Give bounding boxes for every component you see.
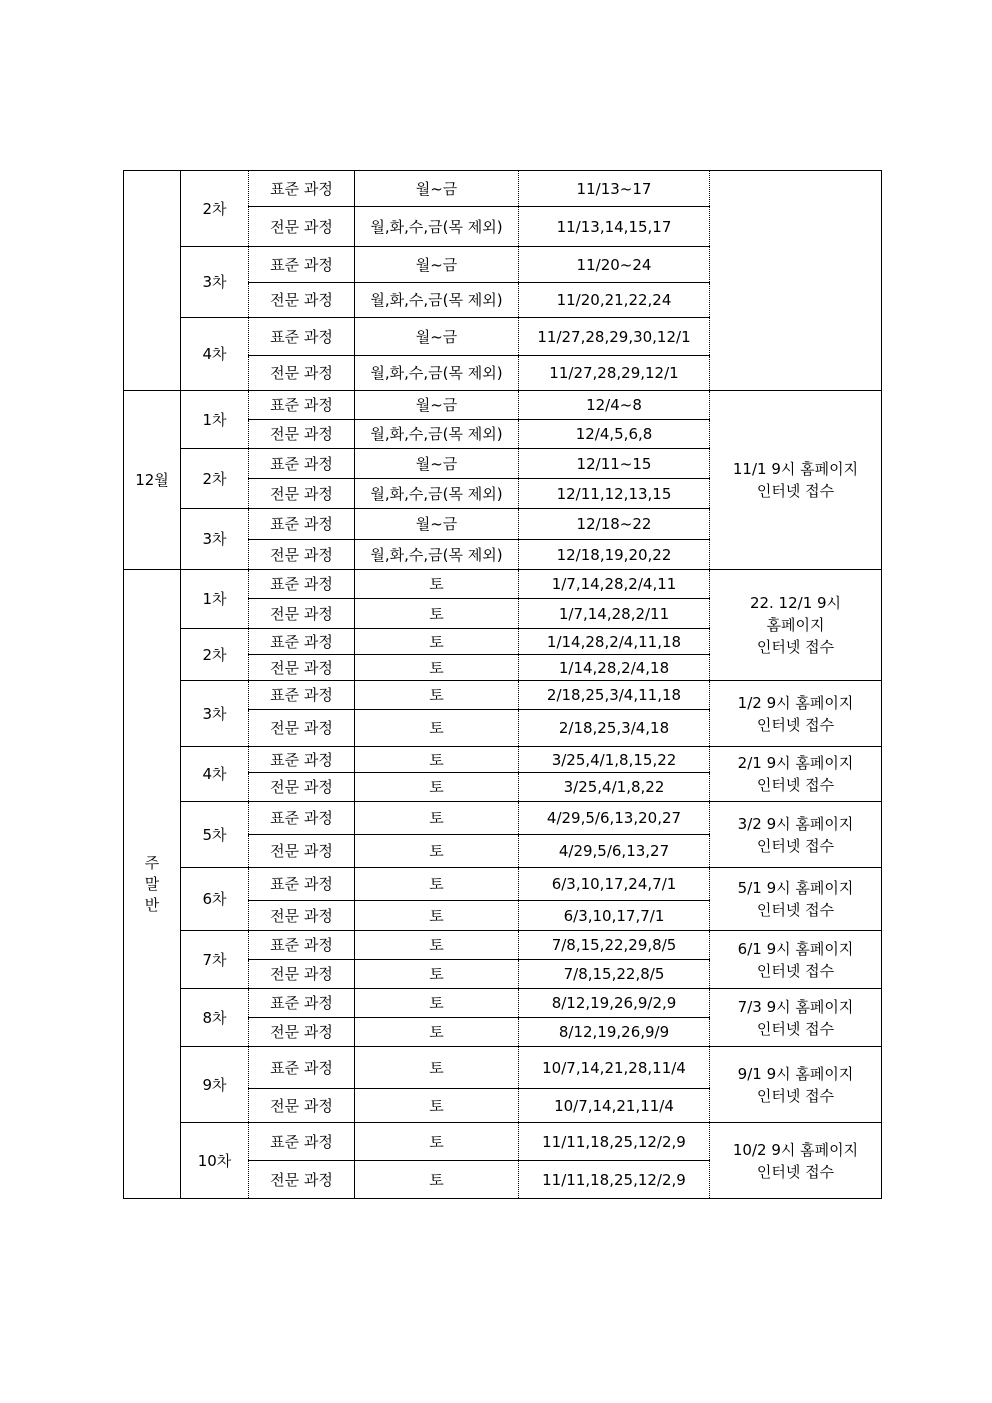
registration-note-line: 인터넷 접수 bbox=[756, 961, 835, 980]
class-days: 토 bbox=[355, 681, 519, 710]
registration-note-line: 인터넷 접수 bbox=[756, 776, 835, 794]
table-row bbox=[124, 868, 882, 901]
table-row bbox=[124, 802, 882, 835]
class-dates: 12/4~8 bbox=[519, 391, 710, 420]
registration-note-line: 5/1 9시 홈페이지 bbox=[737, 879, 854, 897]
class-days: 월,화,수,금(목 제외) bbox=[355, 283, 519, 318]
class-days: 월~금 bbox=[355, 391, 519, 420]
class-dates: 6/3,10,17,24,7/1 bbox=[519, 868, 710, 901]
course-type: 표준 과정 bbox=[249, 318, 355, 356]
registration-note-line: 6/1 9시 홈페이지 bbox=[737, 939, 854, 958]
class-dates: 7/8,15,22,29,8/5 bbox=[519, 931, 710, 960]
class-dates: 4/29,5/6,13,27 bbox=[519, 835, 710, 868]
class-days: 토 bbox=[355, 1123, 519, 1161]
course-type: 표준 과정 bbox=[249, 747, 355, 773]
registration-note bbox=[710, 570, 882, 681]
class-days: 토 bbox=[355, 1089, 519, 1123]
schedule-table bbox=[123, 170, 882, 1199]
class-days: 토 bbox=[355, 1047, 519, 1089]
registration-note-line: 11/1 9시 홈페이지 bbox=[732, 460, 859, 478]
class-days: 월,화,수,금(목 제외) bbox=[355, 540, 519, 570]
class-dates: 12/11~15 bbox=[519, 449, 710, 479]
class-days: 토 bbox=[355, 655, 519, 681]
class-dates: 11/20~24 bbox=[519, 247, 710, 283]
registration-note-line: 인터넷 접수 bbox=[756, 482, 835, 500]
class-dates: 1/14,28,2/4,18 bbox=[519, 655, 710, 681]
class-dates: 11/20,21,22,24 bbox=[519, 283, 710, 318]
course-type: 표준 과정 bbox=[249, 570, 355, 599]
class-days: 월,화,수,금(목 제외) bbox=[355, 479, 519, 509]
class-dates: 2/18,25,3/4,18 bbox=[519, 710, 710, 747]
table-row bbox=[124, 1123, 882, 1161]
registration-note bbox=[710, 989, 882, 1047]
course-type: 표준 과정 bbox=[249, 1123, 355, 1161]
registration-note-line: 인터넷 접수 bbox=[756, 715, 835, 734]
table-row bbox=[124, 931, 882, 960]
registration-note-line: 인터넷 접수 bbox=[756, 901, 835, 919]
course-type: 전문 과정 bbox=[249, 540, 355, 570]
schedule-body bbox=[124, 171, 882, 1199]
round-label: 9차 bbox=[181, 1047, 249, 1123]
class-days: 토 bbox=[355, 960, 519, 989]
class-days: 월~금 bbox=[355, 509, 519, 540]
class-days: 월,화,수,금(목 제외) bbox=[355, 420, 519, 449]
class-days: 토 bbox=[355, 901, 519, 931]
table-row bbox=[124, 570, 882, 599]
registration-note-line: 2/1 9시 홈페이지 bbox=[737, 754, 854, 772]
class-dates: 1/14,28,2/4,11,18 bbox=[519, 629, 710, 655]
table-row bbox=[124, 171, 882, 207]
registration-note bbox=[710, 802, 882, 868]
table-row bbox=[124, 989, 882, 1018]
course-type: 표준 과정 bbox=[249, 449, 355, 479]
course-type: 전문 과정 bbox=[249, 599, 355, 629]
table-row bbox=[124, 747, 882, 773]
course-type: 전문 과정 bbox=[249, 1018, 355, 1047]
round-label: 8차 bbox=[181, 989, 249, 1047]
class-days: 월~금 bbox=[355, 247, 519, 283]
registration-note bbox=[710, 747, 882, 802]
course-type: 표준 과정 bbox=[249, 931, 355, 960]
course-type: 전문 과정 bbox=[249, 835, 355, 868]
table-row bbox=[124, 391, 882, 420]
class-dates: 11/27,28,29,12/1 bbox=[519, 356, 710, 391]
registration-note bbox=[710, 1047, 882, 1123]
round-label: 2차 bbox=[181, 449, 249, 509]
course-type: 표준 과정 bbox=[249, 391, 355, 420]
class-days: 토 bbox=[355, 599, 519, 629]
course-type: 전문 과정 bbox=[249, 960, 355, 989]
registration-note-line: 인터넷 접수 bbox=[756, 1019, 835, 1038]
class-dates: 12/11,12,13,15 bbox=[519, 479, 710, 509]
class-days: 토 bbox=[355, 747, 519, 773]
class-days: 토 bbox=[355, 1161, 519, 1199]
round-label: 4차 bbox=[181, 747, 249, 802]
month-label-text: 주말반 bbox=[144, 853, 160, 914]
registration-note bbox=[710, 171, 882, 391]
registration-note-line: 3/2 9시 홈페이지 bbox=[737, 814, 854, 833]
round-label: 6차 bbox=[181, 868, 249, 931]
round-label: 1차 bbox=[181, 570, 249, 629]
class-days: 토 bbox=[355, 989, 519, 1018]
class-dates: 12/18~22 bbox=[519, 509, 710, 540]
round-label: 7차 bbox=[181, 931, 249, 989]
course-type: 표준 과정 bbox=[249, 629, 355, 655]
course-type: 전문 과정 bbox=[249, 1089, 355, 1123]
round-label: 2차 bbox=[181, 171, 249, 247]
course-type: 전문 과정 bbox=[249, 710, 355, 747]
class-days: 토 bbox=[355, 835, 519, 868]
class-dates: 6/3,10,17,7/1 bbox=[519, 901, 710, 931]
class-days: 월,화,수,금(목 제외) bbox=[355, 207, 519, 247]
class-dates: 10/7,14,21,28,11/4 bbox=[519, 1047, 710, 1089]
round-label: 4차 bbox=[181, 318, 249, 391]
registration-note bbox=[710, 391, 882, 570]
course-type: 전문 과정 bbox=[249, 356, 355, 391]
round-label: 3차 bbox=[181, 509, 249, 570]
course-type: 표준 과정 bbox=[249, 247, 355, 283]
course-type: 전문 과정 bbox=[249, 655, 355, 681]
month-label bbox=[124, 570, 181, 1199]
table-row bbox=[124, 681, 882, 710]
class-dates: 10/7,14,21,11/4 bbox=[519, 1089, 710, 1123]
class-days: 토 bbox=[355, 570, 519, 599]
class-dates: 8/12,19,26,9/9 bbox=[519, 1018, 710, 1047]
class-days: 토 bbox=[355, 802, 519, 835]
registration-note bbox=[710, 681, 882, 747]
class-days: 토 bbox=[355, 931, 519, 960]
month-label: 12월 bbox=[124, 391, 181, 570]
registration-note-line: 9/1 9시 홈페이지 bbox=[737, 1064, 854, 1083]
class-dates: 2/18,25,3/4,11,18 bbox=[519, 681, 710, 710]
class-days: 월,화,수,금(목 제외) bbox=[355, 356, 519, 391]
registration-note-line: 7/3 9시 홈페이지 bbox=[737, 997, 854, 1016]
course-type: 전문 과정 bbox=[249, 207, 355, 247]
round-label: 1차 bbox=[181, 391, 249, 449]
registration-note bbox=[710, 931, 882, 989]
class-days: 토 bbox=[355, 710, 519, 747]
round-label: 5차 bbox=[181, 802, 249, 868]
registration-note-line: 인터넷 접수 bbox=[756, 836, 835, 855]
registration-note-line: 인터넷 접수 bbox=[756, 638, 835, 656]
course-type: 전문 과정 bbox=[249, 479, 355, 509]
class-dates: 3/25,4/1,8,22 bbox=[519, 773, 710, 802]
registration-note-line: 1/2 9시 홈페이지 bbox=[737, 693, 854, 712]
class-days: 월~금 bbox=[355, 449, 519, 479]
class-dates: 3/25,4/1,8,15,22 bbox=[519, 747, 710, 773]
class-dates: 12/18,19,20,22 bbox=[519, 540, 710, 570]
course-type: 전문 과정 bbox=[249, 1161, 355, 1199]
registration-note-line: 홈페이지 bbox=[766, 616, 825, 634]
month-label bbox=[124, 171, 181, 391]
class-days: 토 bbox=[355, 868, 519, 901]
round-label: 3차 bbox=[181, 247, 249, 318]
course-type: 표준 과정 bbox=[249, 802, 355, 835]
course-type: 표준 과정 bbox=[249, 509, 355, 540]
course-type: 전문 과정 bbox=[249, 773, 355, 802]
course-type: 표준 과정 bbox=[249, 1047, 355, 1089]
course-type: 전문 과정 bbox=[249, 901, 355, 931]
class-dates: 1/7,14,28,2/11 bbox=[519, 599, 710, 629]
class-days: 토 bbox=[355, 1018, 519, 1047]
course-type: 전문 과정 bbox=[249, 283, 355, 318]
class-dates: 8/12,19,26,9/2,9 bbox=[519, 989, 710, 1018]
class-dates: 4/29,5/6,13,20,27 bbox=[519, 802, 710, 835]
class-dates: 1/7,14,28,2/4,11 bbox=[519, 570, 710, 599]
class-days: 토 bbox=[355, 629, 519, 655]
registration-note-line: 인터넷 접수 bbox=[756, 1162, 835, 1181]
course-type: 표준 과정 bbox=[249, 171, 355, 207]
class-dates: 11/11,18,25,12/2,9 bbox=[519, 1161, 710, 1199]
registration-note-line: 22. 12/1 9시 bbox=[749, 594, 842, 612]
registration-note-line: 10/2 9시 홈페이지 bbox=[732, 1140, 859, 1159]
class-dates: 11/13~17 bbox=[519, 171, 710, 207]
class-days: 월~금 bbox=[355, 171, 519, 207]
class-dates: 11/27,28,29,30,12/1 bbox=[519, 318, 710, 356]
registration-note bbox=[710, 868, 882, 931]
class-dates: 11/13,14,15,17 bbox=[519, 207, 710, 247]
round-label: 2차 bbox=[181, 629, 249, 681]
table-row bbox=[124, 1047, 882, 1089]
class-days: 월~금 bbox=[355, 318, 519, 356]
course-type: 표준 과정 bbox=[249, 681, 355, 710]
registration-note-line: 인터넷 접수 bbox=[756, 1086, 835, 1105]
class-days: 토 bbox=[355, 773, 519, 802]
registration-note bbox=[710, 1123, 882, 1199]
course-type: 전문 과정 bbox=[249, 420, 355, 449]
class-dates: 11/11,18,25,12/2,9 bbox=[519, 1123, 710, 1161]
round-label: 10차 bbox=[181, 1123, 249, 1199]
course-type: 표준 과정 bbox=[249, 868, 355, 901]
round-label: 3차 bbox=[181, 681, 249, 747]
class-dates: 12/4,5,6,8 bbox=[519, 420, 710, 449]
class-dates: 7/8,15,22,8/5 bbox=[519, 960, 710, 989]
course-type: 표준 과정 bbox=[249, 989, 355, 1018]
